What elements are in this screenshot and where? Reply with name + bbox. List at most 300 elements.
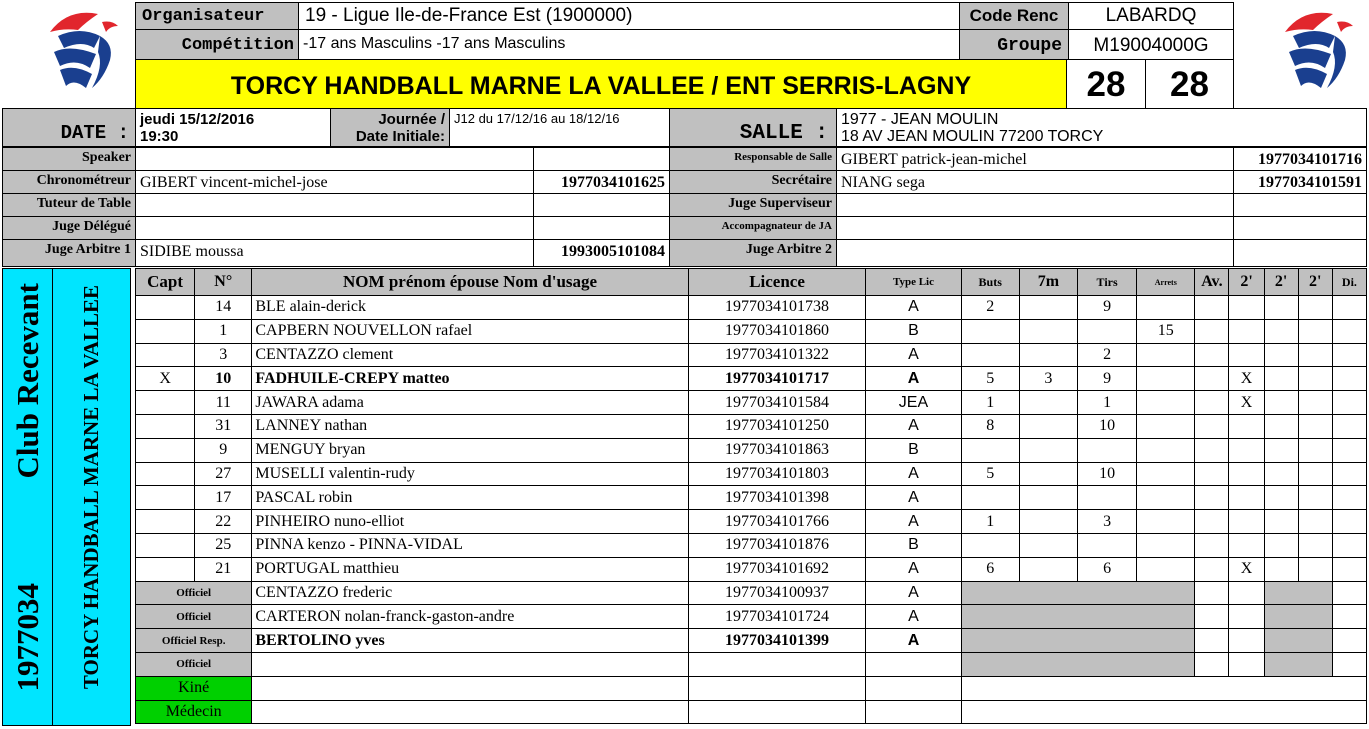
team-official-type <box>866 652 961 676</box>
empty-cell <box>252 700 688 724</box>
player-two1 <box>1229 486 1264 510</box>
player-two1 <box>1229 414 1264 438</box>
player-two3 <box>1298 343 1332 367</box>
rooster-logo-icon <box>40 8 126 94</box>
column-header-two2: 2' <box>1264 269 1298 296</box>
salle-address: 18 AV JEAN MOULIN 77200 TORCY <box>841 128 1104 145</box>
player-two3 <box>1298 510 1332 534</box>
team-official-name: CENTAZZO frederic <box>252 581 688 605</box>
player-row <box>136 319 1367 343</box>
empty-cell <box>1332 652 1366 676</box>
organisateur-value: 19 - Ligue Ile-de-France Est (1900000) <box>298 2 960 30</box>
salle-label: SALLE : <box>669 108 837 147</box>
shaded-cell <box>1264 581 1332 605</box>
player-di <box>1332 391 1366 415</box>
player-name: PASCAL robin <box>252 486 688 510</box>
date-time: 19:30 <box>140 128 179 145</box>
player-licence: 1977034101876 <box>688 533 866 557</box>
player-row <box>136 486 1367 510</box>
column-header-licence: Licence <box>688 269 866 296</box>
column-header-two1: 2' <box>1229 269 1264 296</box>
medical-role: Kiné <box>136 676 252 700</box>
player-two2 <box>1264 438 1298 462</box>
team-official-licence: 1977034100937 <box>688 581 866 605</box>
official-role-label: Secrétaire <box>669 170 837 194</box>
official-licence <box>533 216 670 240</box>
empty-cell <box>1229 652 1264 676</box>
date-value <box>135 108 331 147</box>
player-two1 <box>1229 462 1264 486</box>
player-num: 17 <box>195 486 252 510</box>
player-name: BLE alain-derick <box>252 296 688 320</box>
player-tirs: 3 <box>1078 510 1137 534</box>
player-arrets <box>1137 438 1195 462</box>
player-num: 9 <box>195 438 252 462</box>
player-tirs <box>1078 486 1137 510</box>
player-licence: 1977034101398 <box>688 486 866 510</box>
empty-cell <box>1229 629 1264 653</box>
player-capt <box>136 343 195 367</box>
shaded-cell <box>1264 652 1332 676</box>
player-seven <box>1019 343 1077 367</box>
player-two1: X <box>1229 391 1264 415</box>
player-row <box>136 510 1367 534</box>
player-row <box>136 296 1367 320</box>
team-official-licence: 1977034101724 <box>688 605 866 629</box>
official-licence <box>1233 239 1367 267</box>
official-licence <box>533 147 670 171</box>
shaded-cell <box>961 605 1195 629</box>
club-name: TORCY HANDBALL MARNE LA VALLEE <box>79 285 103 690</box>
shaded-cell <box>1264 605 1332 629</box>
player-capt <box>136 319 195 343</box>
column-header-av: Av. <box>1195 269 1229 296</box>
official-licence <box>1233 193 1367 217</box>
competition-value: -17 ans Masculins -17 ans Masculins <box>298 29 960 60</box>
shaded-cell <box>961 629 1195 653</box>
player-num: 3 <box>195 343 252 367</box>
official-licence: 1977034101625 <box>533 170 670 194</box>
player-name: LANNEY nathan <box>252 414 688 438</box>
player-di <box>1332 296 1366 320</box>
groupe-label: Groupe <box>959 29 1069 60</box>
player-tirs <box>1078 438 1137 462</box>
match-title: TORCY HANDBALL MARNE LA VALLEE / ENT SERRIS-LAGNY <box>135 59 1067 109</box>
player-licence: 1977034101322 <box>688 343 866 367</box>
player-licence: 1977034101738 <box>688 296 866 320</box>
team-official-type: A <box>866 629 961 653</box>
empty-cell <box>1195 605 1229 629</box>
official-licence <box>1233 216 1367 240</box>
player-arrets <box>1137 367 1195 391</box>
club-recevant-banner <box>2 268 53 726</box>
salle-name: 1977 - JEAN MOULIN <box>841 111 999 128</box>
player-seven <box>1019 557 1077 581</box>
player-num: 21 <box>195 557 252 581</box>
player-num: 31 <box>195 414 252 438</box>
club-name-banner <box>52 268 131 726</box>
empty-cell <box>1229 605 1264 629</box>
column-header-buts: Buts <box>961 269 1019 296</box>
team-official-role: Officiel <box>136 605 252 629</box>
player-capt <box>136 296 195 320</box>
player-capt <box>136 510 195 534</box>
player-licence: 1977034101250 <box>688 414 866 438</box>
official-licence: 1993005101084 <box>533 239 670 267</box>
player-licence: 1977034101863 <box>688 438 866 462</box>
medical-role: Médecin <box>136 700 252 724</box>
column-header-num: N° <box>195 269 252 296</box>
official-name <box>836 216 1234 240</box>
player-av <box>1195 462 1229 486</box>
player-two1 <box>1229 343 1264 367</box>
official-name <box>135 147 534 171</box>
player-buts: 8 <box>961 414 1019 438</box>
player-buts <box>961 319 1019 343</box>
column-header-type: Type Lic <box>866 269 961 296</box>
player-two2 <box>1264 319 1298 343</box>
player-name: PINNA kenzo - PINNA-VIDAL <box>252 533 688 557</box>
player-name: JAWARA adama <box>252 391 688 415</box>
player-di <box>1332 510 1366 534</box>
team-official-name <box>252 652 688 676</box>
player-licence: 1977034101766 <box>688 510 866 534</box>
player-seven <box>1019 438 1077 462</box>
official-licence: 1977034101716 <box>1233 147 1367 171</box>
player-two3 <box>1298 438 1332 462</box>
player-two1 <box>1229 319 1264 343</box>
player-tirs: 10 <box>1078 462 1137 486</box>
player-name: CENTAZZO clement <box>252 343 688 367</box>
player-type: B <box>866 438 961 462</box>
player-type: A <box>866 557 961 581</box>
official-name: SIDIBE moussa <box>135 239 534 267</box>
player-two2 <box>1264 510 1298 534</box>
player-seven <box>1019 414 1077 438</box>
official-role-label: Juge Superviseur <box>669 193 837 217</box>
player-two2 <box>1264 533 1298 557</box>
player-av <box>1195 557 1229 581</box>
team-official-licence <box>688 652 866 676</box>
official-name <box>135 193 534 217</box>
player-av <box>1195 391 1229 415</box>
official-role-label: Tuteur de Table <box>2 193 136 217</box>
player-type: A <box>866 462 961 486</box>
empty-cell <box>1195 652 1229 676</box>
organisateur-label: Organisateur <box>135 2 299 30</box>
team-official-row <box>136 629 1367 653</box>
rooster-logo-icon <box>1275 8 1361 94</box>
player-capt <box>136 438 195 462</box>
player-two1: X <box>1229 367 1264 391</box>
player-type: A <box>866 343 961 367</box>
player-type: A <box>866 510 961 534</box>
player-seven <box>1019 486 1077 510</box>
official-name <box>836 193 1234 217</box>
player-two2 <box>1264 367 1298 391</box>
player-av <box>1195 533 1229 557</box>
player-buts: 6 <box>961 557 1019 581</box>
player-two3 <box>1298 391 1332 415</box>
empty-cell <box>866 676 961 700</box>
player-buts: 2 <box>961 296 1019 320</box>
player-two3 <box>1298 414 1332 438</box>
player-di <box>1332 343 1366 367</box>
official-name: GIBERT vincent-michel-jose <box>135 170 534 194</box>
player-licence: 1977034101692 <box>688 557 866 581</box>
score-home: 28 <box>1066 59 1146 109</box>
official-name <box>135 216 534 240</box>
player-di <box>1332 462 1366 486</box>
team-official-type: A <box>866 605 961 629</box>
player-num: 11 <box>195 391 252 415</box>
player-two3 <box>1298 367 1332 391</box>
player-capt <box>136 414 195 438</box>
player-arrets <box>1137 533 1195 557</box>
player-arrets <box>1137 296 1195 320</box>
empty-cell <box>866 700 961 724</box>
player-buts <box>961 343 1019 367</box>
player-two2 <box>1264 391 1298 415</box>
player-num: 27 <box>195 462 252 486</box>
player-num: 10 <box>195 367 252 391</box>
journee-value: J12 du 17/12/16 au 18/12/16 <box>449 108 670 147</box>
team-official-role: Officiel <box>136 652 252 676</box>
player-di <box>1332 319 1366 343</box>
player-num: 1 <box>195 319 252 343</box>
player-name: MENGUY bryan <box>252 438 688 462</box>
player-av <box>1195 510 1229 534</box>
roster-table <box>135 268 1367 724</box>
empty-cell <box>961 700 1366 724</box>
player-seven <box>1019 462 1077 486</box>
empty-cell <box>688 700 866 724</box>
player-two2 <box>1264 486 1298 510</box>
player-tirs: 10 <box>1078 414 1137 438</box>
journee-label <box>330 108 450 147</box>
column-header-di: Di. <box>1332 269 1366 296</box>
player-av <box>1195 486 1229 510</box>
empty-cell <box>1195 629 1229 653</box>
official-role-label: Accompagnateur de JA <box>669 216 837 240</box>
player-name: CAPBERN NOUVELLON rafael <box>252 319 688 343</box>
player-buts: 5 <box>961 462 1019 486</box>
official-role-label: Juge Arbitre 2 <box>669 239 837 267</box>
player-type: A <box>866 367 961 391</box>
player-tirs: 9 <box>1078 296 1137 320</box>
player-name: PORTUGAL matthieu <box>252 557 688 581</box>
player-two3 <box>1298 557 1332 581</box>
player-di <box>1332 414 1366 438</box>
medical-row <box>136 700 1367 724</box>
player-two3 <box>1298 486 1332 510</box>
player-buts: 1 <box>961 510 1019 534</box>
player-type: B <box>866 533 961 557</box>
player-row <box>136 557 1367 581</box>
player-arrets <box>1137 462 1195 486</box>
team-official-name: BERTOLINO yves <box>252 629 688 653</box>
player-arrets: 15 <box>1137 319 1195 343</box>
roster-header-row <box>136 269 1367 296</box>
player-type: A <box>866 296 961 320</box>
player-row <box>136 438 1367 462</box>
player-row <box>136 391 1367 415</box>
team-official-role: Officiel <box>136 581 252 605</box>
player-tirs <box>1078 533 1137 557</box>
player-seven <box>1019 319 1077 343</box>
official-role-label: Responsable de Salle <box>669 147 837 171</box>
player-num: 22 <box>195 510 252 534</box>
player-two3 <box>1298 296 1332 320</box>
player-tirs: 2 <box>1078 343 1137 367</box>
code-renc-value: LABARDQ <box>1068 2 1234 30</box>
player-two1 <box>1229 296 1264 320</box>
player-av <box>1195 438 1229 462</box>
shaded-cell <box>961 581 1195 605</box>
player-buts: 1 <box>961 391 1019 415</box>
player-capt <box>136 533 195 557</box>
player-licence: 1977034101860 <box>688 319 866 343</box>
player-name: MUSELLI valentin-rudy <box>252 462 688 486</box>
player-di <box>1332 557 1366 581</box>
player-seven <box>1019 533 1077 557</box>
player-av <box>1195 414 1229 438</box>
empty-cell <box>252 676 688 700</box>
official-role-label: Juge Délégué <box>2 216 136 240</box>
player-type: A <box>866 414 961 438</box>
official-name <box>836 239 1234 267</box>
team-official-row <box>136 652 1367 676</box>
column-header-seven: 7m <box>1019 269 1077 296</box>
player-av <box>1195 296 1229 320</box>
player-row <box>136 343 1367 367</box>
date-label: DATE : <box>2 108 136 147</box>
column-header-tirs: Tirs <box>1078 269 1137 296</box>
player-arrets <box>1137 343 1195 367</box>
code-renc-label: Code Renc <box>959 2 1069 30</box>
player-capt <box>136 462 195 486</box>
player-buts <box>961 486 1019 510</box>
journee-label-line2: Date Initiale: <box>355 128 445 145</box>
player-row <box>136 367 1367 391</box>
player-num: 25 <box>195 533 252 557</box>
player-two1 <box>1229 438 1264 462</box>
player-two3 <box>1298 533 1332 557</box>
empty-cell <box>1332 581 1366 605</box>
journee-label-line1: Journée / <box>378 111 445 128</box>
player-av <box>1195 343 1229 367</box>
player-di <box>1332 367 1366 391</box>
club-code: 1977034 <box>10 583 45 692</box>
player-tirs: 6 <box>1078 557 1137 581</box>
player-buts: 5 <box>961 367 1019 391</box>
team-official-row <box>136 581 1367 605</box>
empty-cell <box>961 676 1366 700</box>
score-away: 28 <box>1145 59 1234 109</box>
player-licence: 1977034101717 <box>688 367 866 391</box>
competition-label: Compétition <box>135 29 299 60</box>
player-name: PINHEIRO nuno-elliot <box>252 510 688 534</box>
player-arrets <box>1137 486 1195 510</box>
player-num: 14 <box>195 296 252 320</box>
player-di <box>1332 438 1366 462</box>
player-type: A <box>866 486 961 510</box>
player-two2 <box>1264 462 1298 486</box>
empty-cell <box>1332 629 1366 653</box>
player-capt <box>136 557 195 581</box>
player-buts <box>961 533 1019 557</box>
player-row <box>136 533 1367 557</box>
player-capt <box>136 486 195 510</box>
official-name: GIBERT patrick-jean-michel <box>836 147 1234 171</box>
date-day: jeudi 15/12/2016 <box>140 111 255 128</box>
official-role-label: Juge Arbitre 1 <box>2 239 136 267</box>
player-row <box>136 414 1367 438</box>
player-buts <box>961 438 1019 462</box>
player-av <box>1195 367 1229 391</box>
player-seven <box>1019 391 1077 415</box>
player-capt <box>136 391 195 415</box>
empty-cell <box>1229 581 1264 605</box>
player-di <box>1332 533 1366 557</box>
team-official-row <box>136 605 1367 629</box>
official-licence <box>533 193 670 217</box>
official-role-label: Chronométreur <box>2 170 136 194</box>
empty-cell <box>688 676 866 700</box>
player-arrets <box>1137 414 1195 438</box>
medical-row <box>136 676 1367 700</box>
player-tirs <box>1078 319 1137 343</box>
shaded-cell <box>961 652 1195 676</box>
player-two1: X <box>1229 557 1264 581</box>
player-licence: 1977034101584 <box>688 391 866 415</box>
team-official-role: Officiel Resp. <box>136 629 252 653</box>
official-name: NIANG sega <box>836 170 1234 194</box>
player-two2 <box>1264 343 1298 367</box>
player-row <box>136 462 1367 486</box>
column-header-arrets: Arrets <box>1137 269 1195 296</box>
player-arrets <box>1137 557 1195 581</box>
team-official-name: CARTERON nolan-franck-gaston-andre <box>252 605 688 629</box>
club-recevant-label: Club Recevant <box>10 283 45 479</box>
player-seven <box>1019 510 1077 534</box>
player-arrets <box>1137 510 1195 534</box>
player-licence: 1977034101803 <box>688 462 866 486</box>
player-two1 <box>1229 533 1264 557</box>
player-tirs: 9 <box>1078 367 1137 391</box>
player-name: FADHUILE-CREPY matteo <box>252 367 688 391</box>
salle-value <box>836 108 1367 147</box>
player-seven: 3 <box>1019 367 1077 391</box>
player-arrets <box>1137 391 1195 415</box>
column-header-name: NOM prénom épouse Nom d'usage <box>252 269 688 296</box>
player-type: B <box>866 319 961 343</box>
shaded-cell <box>1264 629 1332 653</box>
player-di <box>1332 486 1366 510</box>
player-two1 <box>1229 510 1264 534</box>
empty-cell <box>1332 605 1366 629</box>
column-header-capt: Capt <box>136 269 195 296</box>
official-licence: 1977034101591 <box>1233 170 1367 194</box>
empty-cell <box>1195 581 1229 605</box>
player-two2 <box>1264 557 1298 581</box>
team-official-licence: 1977034101399 <box>688 629 866 653</box>
player-tirs: 1 <box>1078 391 1137 415</box>
column-header-two3: 2' <box>1298 269 1332 296</box>
official-role-label: Speaker <box>2 147 136 171</box>
player-two3 <box>1298 462 1332 486</box>
player-two3 <box>1298 319 1332 343</box>
